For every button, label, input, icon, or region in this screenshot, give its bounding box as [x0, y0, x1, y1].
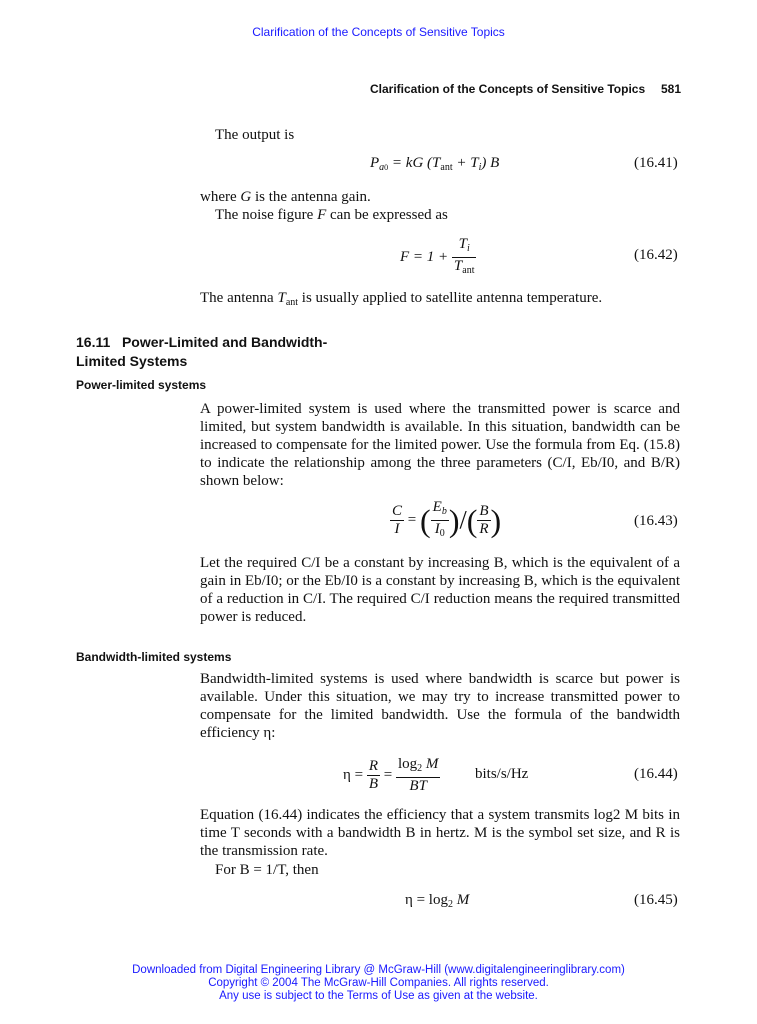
subheading-power-limited: Power-limited systems [76, 378, 207, 392]
paragraph-bandwidth-limited: Bandwidth-limited systems is used where bandwidth is scarce but power is available. Under this situation, we may try to increase transmitted power to compensate for the limited bandwidth. Use the formula of the bandwidth efficiency η: [200, 671, 680, 741]
paragraph-required-ci: Let the required C/I be a constant by increasing B, which is the equivalent of a gain in Eb/I0; or the Eb/I0 is a constant by increasing B, which is the equivalent of a reduction in C/I. The required C/I reduction means the required transmitted power is reduced. [200, 555, 680, 625]
paragraph-gain: where G is the antenna gain. [200, 189, 371, 205]
paragraph-power-limited: A power-limited system is used where the transmitted power is scarce and limited, but system bandwidth is available. In this situation, bandwidth can be increased to compensate for the limited power. Use the formula from Eq. (15.8) to indicate the relationship among the three parameters (C/I, Eb/I0, and B/R) shown below: [200, 401, 680, 489]
top-banner-link[interactable]: Clarification of the Concepts of Sensitive Topics [252, 25, 505, 39]
equation-16-43: $\frac{C}{I}$ = ( $\frac{E_b}{I_0}$ )/( $\frac{B}{R}$ ) [392, 499, 502, 539]
footer-terms-link[interactable]: Any use is subject to the Terms of Use as given at the website. [219, 990, 538, 1002]
paragraph-antenna-temp: The antenna $T_{ant}$ is usually applied to satellite antenna temperature. [200, 290, 603, 308]
paragraph-for-b: For B = 1/T, then [215, 862, 319, 878]
equation-units: bits/s/Hz [475, 766, 529, 782]
equation-number-16-44: (16.44) [634, 766, 678, 782]
equation-16-41: $P_{a0}$ = kG $(T_{ant} + T_i)$ B [370, 155, 500, 173]
paragraph-eq-16-44: Equation (16.44) indicates the efficiency that a system transmits log2 M bits in time T seconds with a bandwidth B in hertz. M is the symbol set size, and R is the transmission rate. [200, 807, 680, 859]
fraction: $\frac{T_i}{T_{ant}}$ [453, 236, 475, 276]
equation-number-16-42: (16.42) [634, 247, 678, 263]
running-head: Clarification of the Concepts of Sensitive Topics [370, 82, 646, 96]
equation-16-44: η = $\frac{R}{B}$ = $\frac{\log_2 M}{BT}$ [343, 756, 439, 794]
equation-number-16-41: (16.41) [634, 155, 678, 171]
paragraph-noise-figure: The noise figure F can be expressed as [215, 207, 448, 223]
subheading-bandwidth-limited: Bandwidth-limited systems [76, 650, 232, 664]
paragraph-output: The output is [215, 127, 295, 143]
equation-16-45: $\eta = \log_2 M$ [405, 892, 470, 910]
section-heading: 16.11 Power-Limited and Bandwidth- Limited Systems [76, 334, 328, 369]
equation-16-42: F = 1 + $\frac{T_i}{T_{ant}}$ [400, 236, 476, 279]
footer-notice [0, 964, 757, 1003]
footer-copyright: Copyright © 2004 The McGraw-Hill Companies. All rights reserved. [208, 977, 549, 989]
footer-download-link[interactable]: Downloaded from Digital Engineering Library @ McGraw-Hill (www.digitalengineeringlibrary.com) [132, 964, 625, 976]
equation-number-16-43: (16.43) [634, 513, 678, 529]
equation-number-16-45: (16.45) [634, 892, 678, 908]
page-number: 581 [661, 82, 682, 96]
